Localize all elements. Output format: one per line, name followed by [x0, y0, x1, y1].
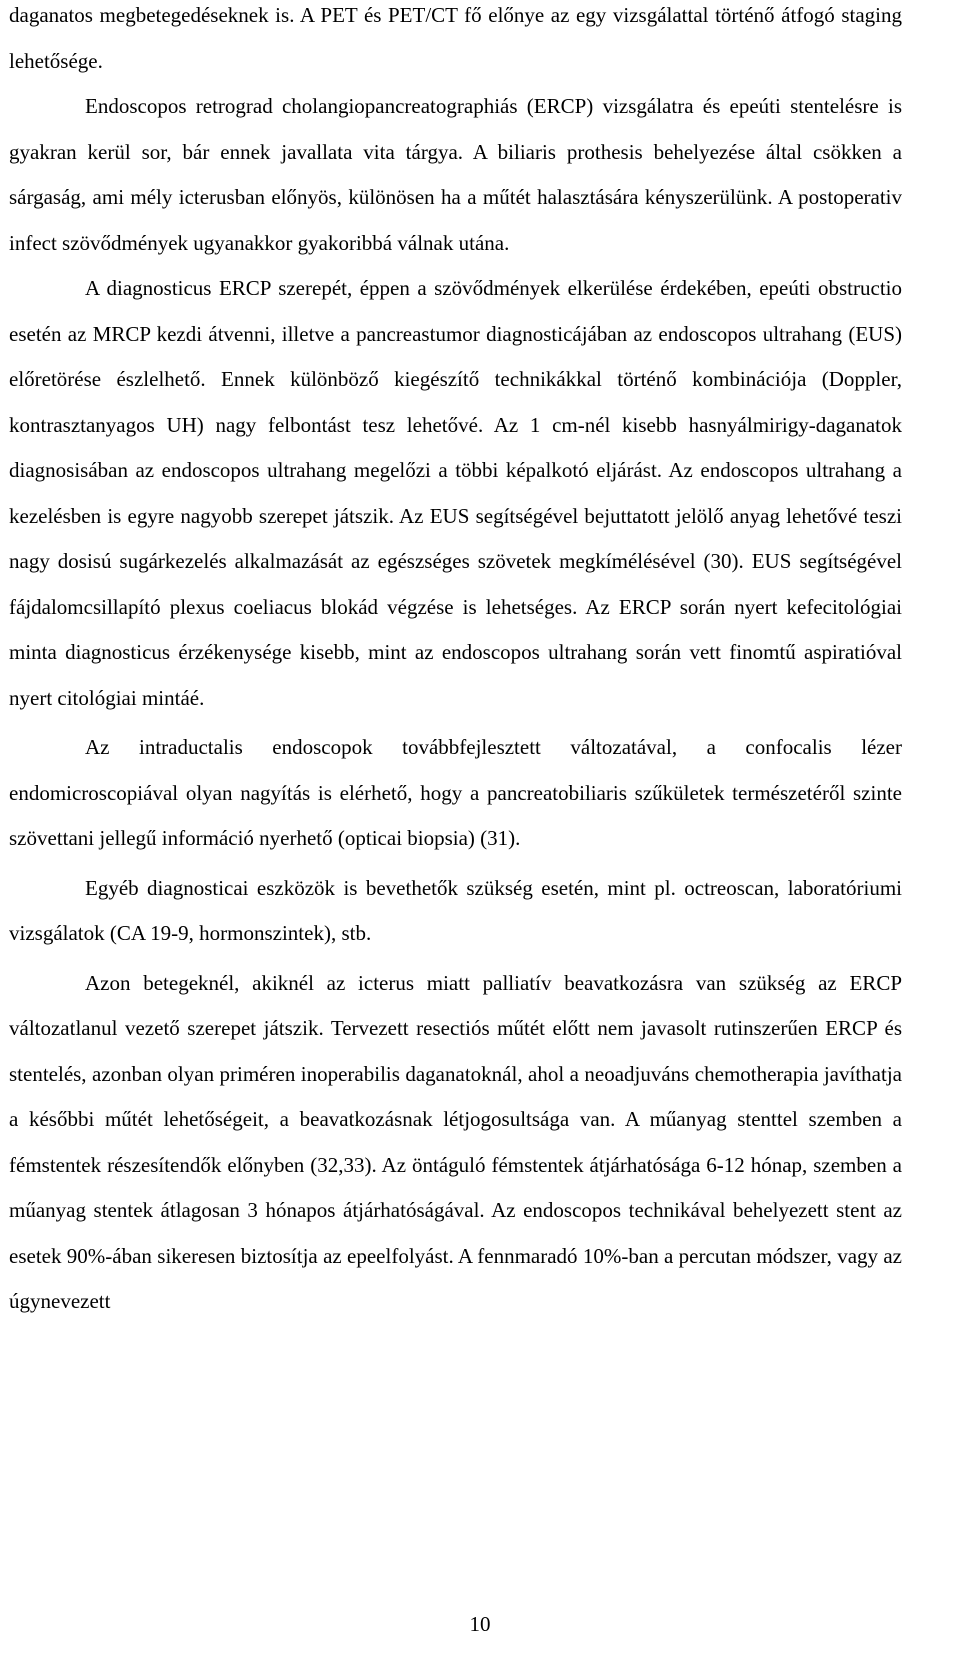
- page-number: 10: [469, 1612, 491, 1636]
- paragraph-diagnostic-ercp-eus: A diagnosticus ERCP szerepét, éppen a szövődmények elkerülése érdekében, epeúti obstructio esetén az MRCP kezdi átvenni, illetve a pancreastumor diagnosticájában az endoscopos ultrahang (EUS) előretörése észlelhető. Ennek különböző kiegészítő technikákkal történő kombinációja (Doppler, kontrasztanyagos UH) nagy felbontást tesz lehetővé. Az 1 cm-nél kisebb hasnyálmirigy-daganatok diagnosisában az endoscopos ultrahang megelőzi a többi képalkotó eljárást. Az endoscopos ultrahang a kezelésben is egyre nagyobb szerepet játszik. Az EUS segítségével bejuttatott jelölő anyag lehetővé teszi nagy dosisú sugárkezelés alkalmazását az egészséges szövetek megkímélésével (30). EUS segítségével fájdalomcsillapító plexus coeliacus blokád végzése is lehetséges. Az ERCP során nyert kefecitológiai minta diagnosticus érzékenysége kisebb, mint az endoscopos ultrahang során vett finomtű aspiratióval nyert citológiai mintáé.: [9, 276, 902, 710]
- paragraph-confocal-endomicroscopy: Az intraductalis endoscopok továbbfejlesztett változatával, a confocalis lézer endomicroscopiával olyan nagyítás is elérhető, hogy a pancreatobiliaris szűkületek természetéről szinte szövettani jellegű információ nyerhető (opticai biopsia) (31).: [9, 735, 902, 850]
- paragraph-ercp-stenting: Endoscopos retrograd cholangiopancreatographiás (ERCP) vizsgálatra és epeúti stentelésre is gyakran kerül sor, bár ennek javallata vita tárgya. A biliaris prothesis behelyezése által csökken a sárgaság, ami mély icterusban előnyös, különösen ha a műtét halasztására kényszerülünk. A postoperativ infect szövődmények ugyanakkor gyakoribbá válnak utána.: [9, 94, 902, 255]
- paragraph-palliative-ercp: Azon betegeknél, akiknél az icterus miatt palliatív beavatkozásra van szükség az ERCP változatlanul vezető szerepet játszik. Tervezett resectiós műtét előtt nem javasolt rutinszerűen ERCP és stentelés, azonban olyan priméren inoperabilis daganatoknál, ahol a neoadjuváns chemotherapia javíthatja a későbbi műtét lehetőségeit, a beavatkozásnak létjogosultsága van. A műanyag stenttel szemben a fémstentek részesítendők előnyben (32,33). Az öntáguló fémstentek átjárhatósága 6-12 hónap, szemben a műanyag stentek átlagosan 3 hónapos átjárhatóságával. Az endoscopos technikával behelyezett stent az esetek 90%-ában sikeresen biztosítja az epeelfolyást. A fennmaradó 10%-ban a percutan módszer, vagy az úgynevezett: [9, 970, 902, 1313]
- paragraph-pet-staging: daganatos megbetegedéseknek is. A PET és PET/CT fő előnye az egy vizsgálattal történő átfogó staging lehetősége.: [9, 3, 902, 73]
- document-body: [9, 0, 902, 1325]
- paragraph-other-diagnostics: Egyéb diagnosticai eszközök is bevethetők szükség esetén, mint pl. octreoscan, laboratóriumi vizsgálatok (CA 19-9, hormonszintek), stb.: [9, 875, 902, 945]
